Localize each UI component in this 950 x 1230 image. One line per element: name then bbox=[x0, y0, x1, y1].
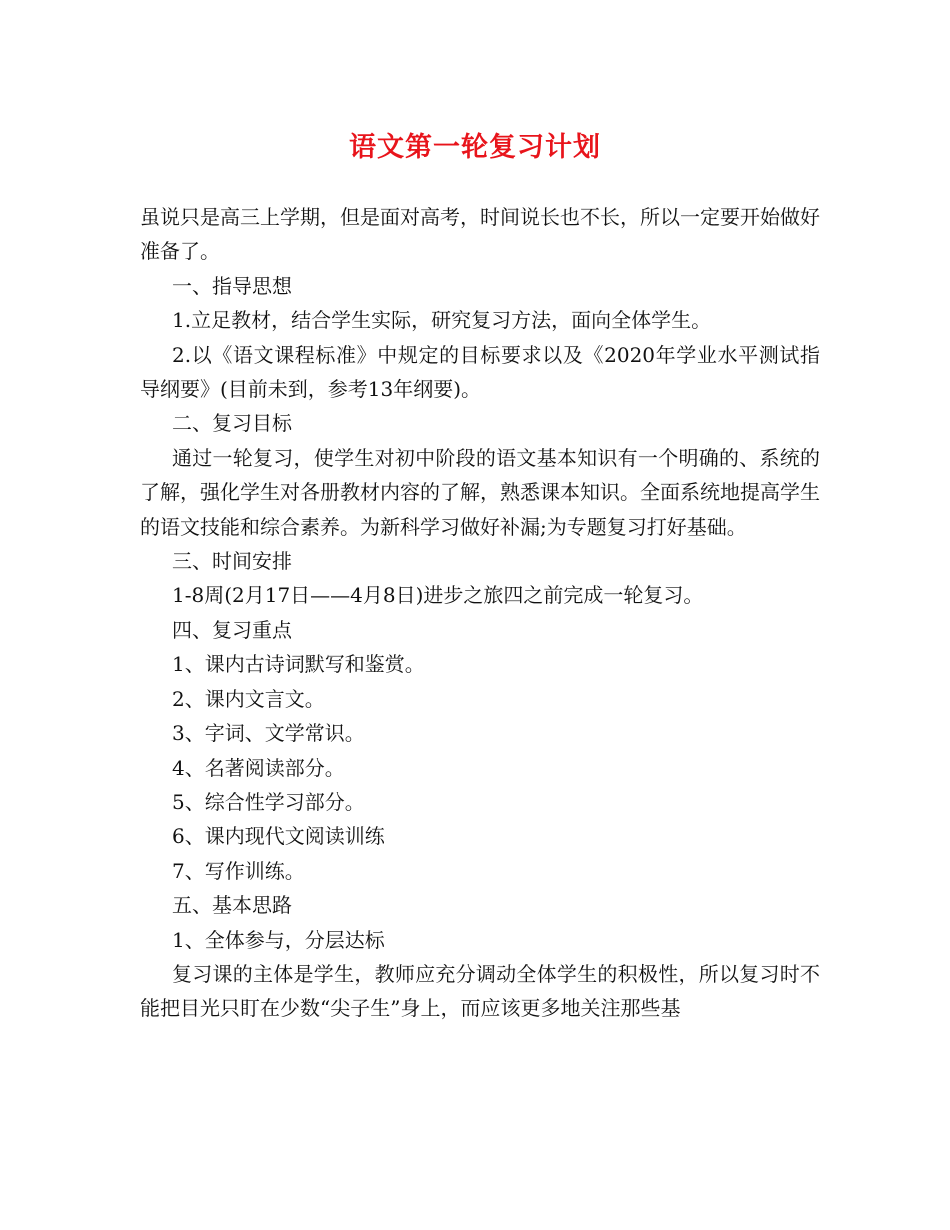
list-item: 2、课内文言文。 bbox=[172, 686, 325, 711]
paragraph-approach: 复习课的主体是学生，教师应充分调动全体学生的积极性，所以复习时不能把目光只盯在少数“尖子生”身上，而应该更多地关注那些基 bbox=[140, 961, 820, 1021]
heading-review-focus: 四、复习重点 bbox=[172, 617, 292, 642]
document-body bbox=[140, 200, 820, 1026]
list-item: 1、课内古诗词默写和鉴赏。 bbox=[172, 652, 425, 677]
list-item: 1、全体参与，分层达标 bbox=[172, 927, 385, 952]
list-item: 7、写作训练。 bbox=[172, 858, 305, 883]
list-item: 6、课内现代文阅读训练 bbox=[172, 824, 385, 849]
document-title: 语文第一轮复习计划 bbox=[349, 132, 601, 163]
heading-schedule: 三、时间安排 bbox=[172, 549, 292, 574]
list-item: 2.以《语文课程标准》中规定的目标要求以及《2020年学业水平测试指导纲要》(目前未到，参考13年纲要)。 bbox=[140, 342, 820, 402]
list-item: 3、字词、文学常识。 bbox=[172, 721, 365, 746]
heading-basic-approach: 五、基本思路 bbox=[172, 893, 292, 918]
paragraph-schedule: 1-8周(2月17日——4月8日)进步之旅四之前完成一轮复习。 bbox=[172, 583, 704, 608]
list-item: 5、综合性学习部分。 bbox=[172, 789, 365, 814]
heading-guiding-principle: 一、指导思想 bbox=[172, 273, 292, 298]
paragraph-intro: 虽说只是高三上学期，但是面对高考，时间说长也不长，所以一定要开始做好准备了。 bbox=[140, 205, 820, 264]
paragraph-goals: 通过一轮复习，使学生对初中阶段的语文基本知识有一个明确的、系统的了解，强化学生对各册教材内容的了解，熟悉课本知识。全面系统地提高学生的语文技能和综合素养。为新科学习做好补漏;为专题复习打好基础。 bbox=[140, 445, 820, 539]
list-item: 4、名著阅读部分。 bbox=[172, 755, 345, 780]
heading-review-goals: 二、复习目标 bbox=[172, 411, 292, 436]
list-item: 1.立足教材，结合学生实际，研究复习方法，面向全体学生。 bbox=[172, 308, 712, 333]
